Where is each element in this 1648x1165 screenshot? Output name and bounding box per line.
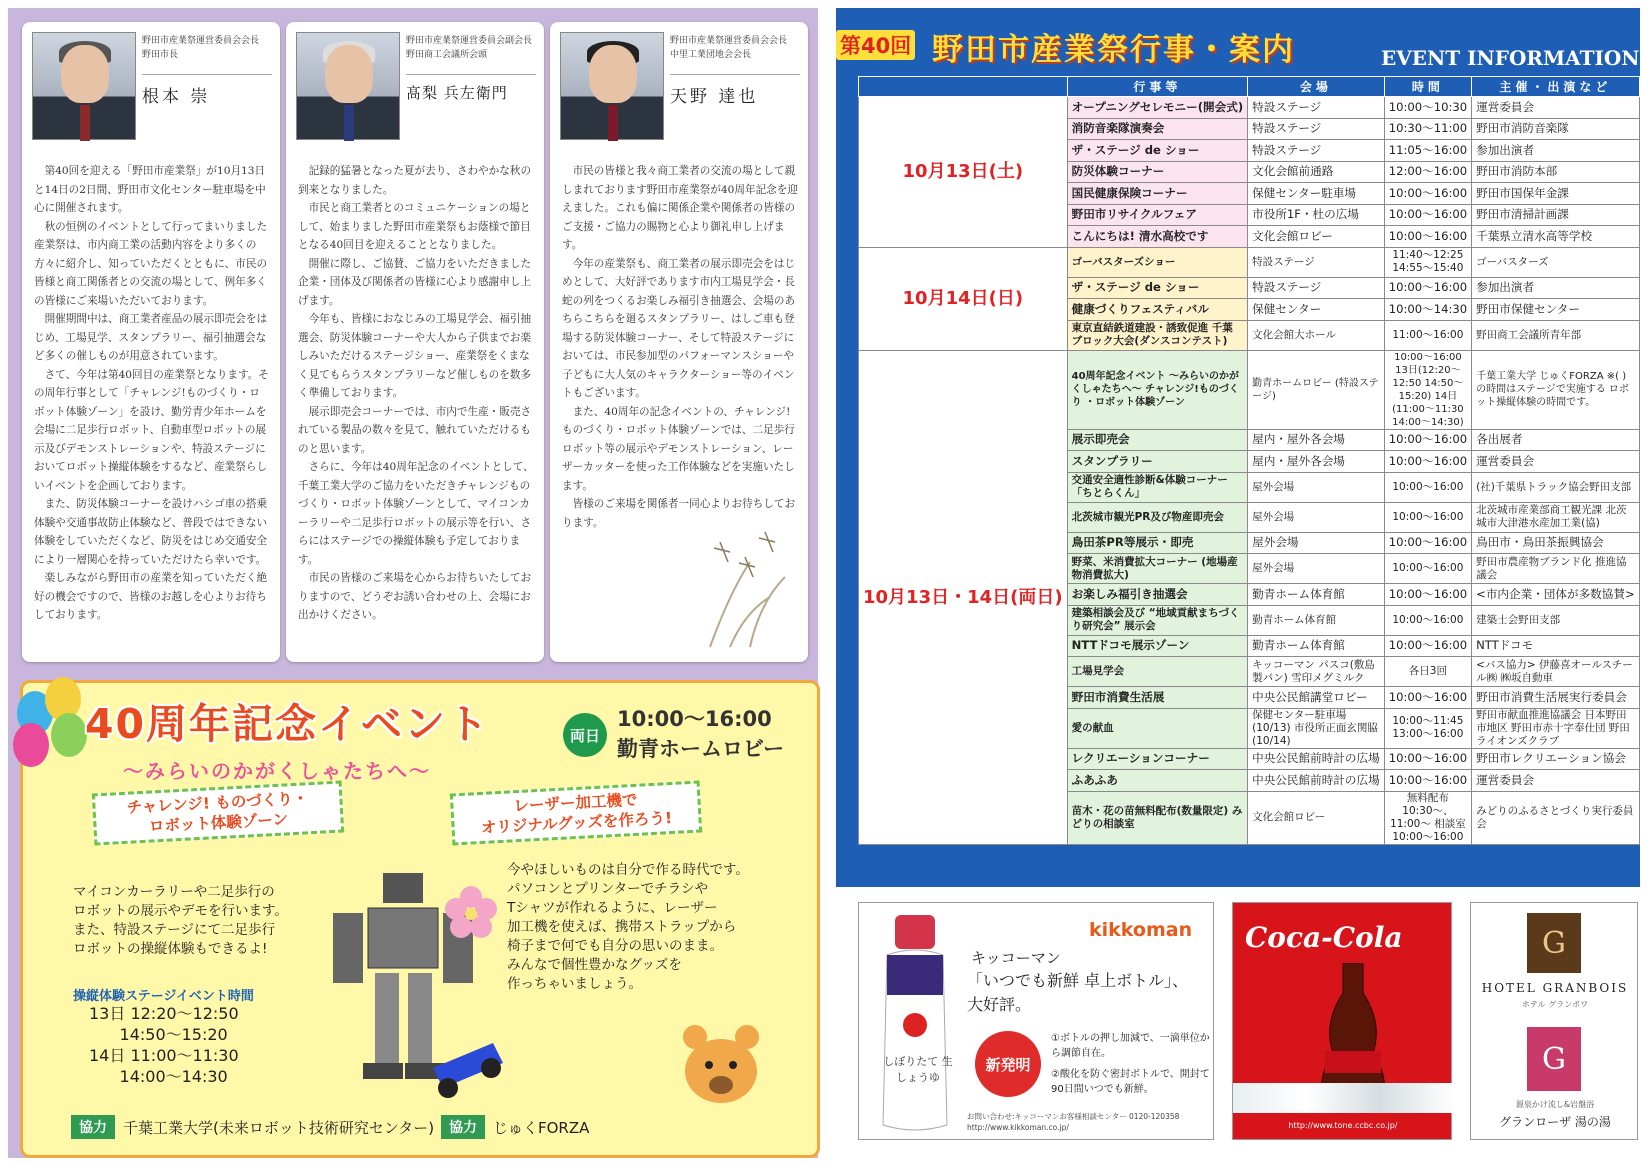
venue-cell: 勤青ホーム体育館 [1248,584,1385,606]
hotel-granbois-name: HOTEL GRANBOIS [1481,981,1629,995]
event-name-cell: NTTドコモ展示ゾーン [1067,635,1248,657]
organizer-cell: 野田市消防音楽隊 [1472,118,1640,140]
event-name-cell: ザ・ステージ de ショー [1067,277,1248,299]
time-cell: 10:00〜16:00 [1384,687,1471,709]
header-event: 行事等 [1067,77,1248,97]
time-cell: 10:00〜14:30 [1384,299,1471,321]
event-name-cell: 野田市リサイクルフェア [1067,204,1248,226]
venue-cell: 屋外会場 [1248,532,1385,554]
squirrel-mascot [673,1015,769,1111]
schedule-title: 野田市産業祭行事・案内 [932,32,1295,68]
organizer-cell: みどりのふるさとづくり実行委員会 [1472,791,1640,844]
organizer-cell: 建築士会野田支部 [1472,605,1640,635]
venue-cell: 特設ステージ [1248,247,1385,277]
new-invention-badge: 新発明 [975,1031,1041,1097]
kikkoman-brand: kikkoman [1089,919,1193,941]
venue-cell: 保健センター [1248,299,1385,321]
event-name-cell: ゴーバスターズショー [1067,247,1248,277]
venue-cell: 文化会館大ホール [1248,320,1385,350]
kikkoman-points: ①ボトルの押し加減で、一滴単位から調節自在。 ②酸化を防ぐ密封ボトルで、開封て90日間いつでも新鮮。 [1051,1033,1210,1095]
cocacola-ad [1232,902,1452,1140]
header-venue: 会場 [1248,77,1385,97]
organizer-cell: 北茨城市産業部商工観光課 北茨城市大津港水産加工業(協) [1472,502,1640,532]
time-cell: 10:00〜16:00 [1384,472,1471,502]
bottle-label: しぼりたて 生しょうゆ [883,1055,953,1084]
venue-cell: 勤青ホーム体育館 [1248,605,1385,635]
event-name-cell: 防災体験コーナー [1067,161,1248,183]
time-cell: 10:00〜16:00 [1384,748,1471,770]
kikkoman-copy: 「いつでも新鮮 卓上ボトル」、 大好評。 [967,971,1189,1014]
edition-badge: 第40回 [836,30,915,60]
sakura-icon [441,883,501,943]
venue-cell: 特設ステージ [1248,277,1385,299]
time-cell: 10:00〜16:00 [1384,554,1471,584]
time-cell: 10:00〜10:30 [1384,97,1471,119]
schedule-english-title: EVENT INFORMATION [1381,46,1640,70]
organizer-cell: 野田市消費生活展実行委員会 [1472,687,1640,709]
venue-cell: 中央公民館講堂ロビー [1248,687,1385,709]
organizer-cell: 運営委員会 [1472,97,1640,119]
time-cell: 10:00〜11:45 13:00〜16:00 [1384,708,1471,748]
portrait-photo [32,32,136,140]
time-cell: 10:00〜16:00 [1384,635,1471,657]
kikkoman-ad [858,902,1214,1140]
organizer-cell: <バス協力> 伊藤喜オールスチール㈱ ㈱坂自動車 [1472,657,1640,687]
time-cell: 11:00〜16:00 [1384,320,1471,350]
venue-cell: 保健センター駐車場(10/13) 市役所正面玄関脇(10/14) [1248,708,1385,748]
day-label: 10月13日・14日(両日) [859,350,1068,844]
time-cell: 12:00〜16:00 [1384,161,1471,183]
time-cell: 10:00〜16:00 [1384,429,1471,451]
venue-cell: 市役所1F・杜の広場 [1248,204,1385,226]
event-name-cell: ザ・ステージ de ショー [1067,140,1248,162]
robot-zone-text: マイコンカーラリーや二足歩行の ロボットの展示やデモを行います。 また、特設ステージにて二足歩行 ロボットの操縦体験もできるよ! [73,884,288,957]
person-title: 野田市産業祭運営委員会副会長 野田商工会議所会頭 [406,36,533,60]
event-name-cell: 東京直結鉄道建設・誘致促進 千葉ブロック大会(ダンスコンテスト) [1067,320,1248,350]
laser-banner: レーザー加工機で オリジナルグッズを作ろう! [450,780,702,845]
organizer-cell: 千葉県立清水高等学校 [1472,226,1640,248]
ice-cubes [1233,1083,1453,1113]
organizer-cell: 野田市消防本部 [1472,161,1640,183]
event-name-cell: 苗木・花の苗無料配布(数量限定) みどりの相談室 [1067,791,1248,844]
venue-cell: 屋内・屋外各会場 [1248,429,1385,451]
time-cell: 10:00〜16:00 [1384,226,1471,248]
person-name: 髙梨 兵左衛門 [406,84,508,102]
cocacola-logo: Coca-Cola [1245,921,1403,954]
organizer-cell: NTTドコモ [1472,635,1640,657]
schedule-row [859,97,1640,119]
stage-times: 13日 12:20〜12:50 14:50〜15:20 14日 11:00〜11:30 14:00〜14:30 [89,1004,239,1086]
event-name-cell: オープニングセレモニー(開会式) [1067,97,1248,119]
organizer-cell: 運営委員会 [1472,770,1640,792]
venue-cell: 屋外会場 [1248,502,1385,532]
anniversary-event-panel [20,680,820,1158]
venue-cell: 特設ステージ [1248,140,1385,162]
venue-cell: 勤青ホーム体育館 [1248,635,1385,657]
dragonfly-illustration [690,522,800,652]
day-label: 10月13日(土) [859,97,1068,248]
hotel-ad [1470,902,1638,1140]
venue-cell: キッコーマン パスコ(敷島製パン) 雪印メグミルク [1248,657,1385,687]
schedule-row [859,350,1640,429]
event-name-cell: 北茨城市観光PR及び物産即売会 [1067,502,1248,532]
hotel-granbois-sub: ホテル グランボワ [1521,1000,1589,1009]
event-time: 10:00〜16:00 [617,707,772,731]
event-name-cell: こんにちは! 清水高校です [1067,226,1248,248]
time-cell: 10:30〜11:00 [1384,118,1471,140]
venue-cell: 屋外会場 [1248,472,1385,502]
greeting-card-1 [22,22,280,662]
left-page [8,8,818,1158]
event-name-cell: 建築相談会及び “地域貢献まちづくり研究会” 展示会 [1067,605,1248,635]
venue-cell: 中央公民館前時計の広場 [1248,748,1385,770]
schedule-row [859,247,1640,277]
event-name-cell: レクリエーションコーナー [1067,748,1248,770]
event-schedule-panel [836,8,1640,887]
schedule-table [858,76,1640,845]
event-name-cell: 消防音楽隊演奏会 [1067,118,1248,140]
event-name-cell: 鳥田茶PR等展示・即売 [1067,532,1248,554]
organizer-cell: 各出展者 [1472,429,1640,451]
portrait-photo [560,32,664,140]
greeting-card-3 [550,22,808,662]
time-cell: 10:00〜16:00 [1384,451,1471,473]
venue-cell: 中央公民館前時計の広場 [1248,770,1385,792]
venue-cell: 屋外会場 [1248,554,1385,584]
time-cell: 10:00〜16:00 [1384,277,1471,299]
time-cell: 10:00〜16:00 [1384,183,1471,205]
time-cell: 10:00〜16:00 13日(12:20〜12:50 14:50〜15:20) 14日(11:00〜11:30 14:00〜14:30) [1384,350,1471,429]
event-name-cell: 展示即売会 [1067,429,1248,451]
event-name-cell: 野菜、米消費拡大コーナー (地場産物消費拡大) [1067,554,1248,584]
both-days-badge: 両日 [563,713,607,757]
cocacola-url: http://www.tone.ccbc.co.jp/ [1288,1121,1398,1130]
organizer-cell: 野田商工会議所青年部 [1472,320,1640,350]
organizer-cell: 野田市清掃計画課 [1472,204,1640,226]
cooperation-1: 協力 千葉工業大学(未来ロボット技術研究センター) [71,1115,434,1139]
organizer-cell: 野田市献血推進協議会 日本野田市地区 野田市赤十字奉仕団 野田ライオンズクラブ [1472,708,1640,748]
greeting-text: 第40回を迎える「野田市産業祭」が10月13日と14日の2日間、野田市文化センター駐車場を中心に開催されます。 秋の恒例のイベントとして行ってまいりました産業祭は、市内商工業の活動内容をより多くの方々に紹介し、知っていただくとともに、市民の皆様と商工関係者との交流の場として、例年多くの皆様にご来場いただいております。 開催期間中は、商工業者産品の展示即売会をはじめ、工場見学、スタンプラリー、福引抽選会など多くの催しものが用意されています。 さて、今年は第40回目の産業祭となります。その周年行事として「チャレンジ!ものづくり・ロボット体験ゾーン」を設け、勤労青少年ホームを会場に二足歩行ロボット、自動車型ロボットの展示及びデモンストレーションや、特設ステージにおいてロボット操縦体験をするなど、産業祭らしいイベントを企画しております。 また、防災体験コーナーを設けハシゴ車の搭乗体験や交通事故防止体験など、普段ではできない体験をしていただくなど、防災をはじめ交通安全により一層関心を持っていただけたら幸いです。 楽しみながら野田市の産業を知っていただく絶好の機会ですので、皆様のお越しを心よりお待ちしております。 [34,165,269,621]
person-title: 野田市産業祭運営委員会会長 中里工業団地会会長 [670,36,788,60]
event-name-cell: 40周年記念イベント 〜みらいのかがくしゃたちへ〜 チャレンジ!ものづくり ・ロボット体験ゾーン [1067,350,1248,429]
organizer-cell: ゴーバスターズ [1472,247,1640,277]
event-place: 勤青ホームロビー [617,737,785,761]
venue-cell: 勤青ホームロビー (特設ステージ) [1248,350,1385,429]
organizer-cell: 野田市国保年金課 [1472,183,1640,205]
time-cell: 10:00〜16:00 [1384,532,1471,554]
organizer-cell: 運営委員会 [1472,451,1640,473]
time-cell: 10:00〜16:00 [1384,770,1471,792]
kikkoman-url: http://www.kikkoman.co.jp/ [967,1123,1069,1132]
event-subtitle: 〜みらいのかがくしゃたちへ〜 [123,759,431,783]
header-time: 時間 [1384,77,1471,97]
event-title: 40周年記念イベント [85,700,491,748]
soy-sauce-bottle [873,915,957,1135]
organizer-cell: (社)千葉県トラック協会野田支部 [1472,472,1640,502]
time-cell: 11:05〜16:00 [1384,140,1471,162]
event-name-cell: 国民健康保険コーナー [1067,183,1248,205]
venue-cell: 特設ステージ [1248,97,1385,119]
time-cell: 10:00〜16:00 [1384,605,1471,635]
organizer-cell: 鳥田市・鳥田茶振興協会 [1472,532,1640,554]
organizer-cell: 野田市レクリエーション協会 [1472,748,1640,770]
greeting-card-2 [286,22,544,662]
organizer-cell: <市内企業・団体が多数協賛> [1472,584,1640,606]
granrosa-sub: 源泉かけ流し&岩盤浴 [1515,1100,1595,1109]
organizer-cell: 千葉工業大学 じゅくFORZA ※( )の時間はステージで実施する ロボット操縦体験の時間です。 [1472,350,1640,429]
stage-heading: 操縦体験ステージイベント時間 [73,989,254,1004]
granbois-logo-icon: G [1527,913,1581,973]
organizer-cell: 野田市保健センター [1472,299,1640,321]
venue-cell: 文化会館前通路 [1248,161,1385,183]
laser-text: 今やほしいものは自分で作る時代です。 パソコンとプリンターでチラシや Tシャツが作れるように、レーザー 加工機を使えば、携帯ストラップから 椅子まで何でも自分の思いのまま。 みんなで個性豊かなグッズを 作っちゃいましょう。 [507,862,749,992]
day-label: 10月14日(日) [859,247,1068,350]
kikkoman-contact: お問い合わせ:キッコーマンお客様相談センター 0120-120358 [967,1112,1180,1121]
event-name-cell: 野田市消費生活展 [1067,687,1248,709]
event-name-cell: スタンプラリー [1067,451,1248,473]
event-name-cell: 工場見学会 [1067,657,1248,687]
time-cell: 10:00〜16:00 [1384,584,1471,606]
venue-cell: 文化会館ロビー [1248,791,1385,844]
time-cell: 10:00〜16:00 [1384,502,1471,532]
time-cell: 10:00〜16:00 [1384,204,1471,226]
robot-zone-banner: チャレンジ! ものづくり・ ロボット体験ゾーン [92,780,344,845]
header-organizer: 主催・出演など [1472,77,1640,97]
event-name-cell: 愛の献血 [1067,708,1248,748]
event-name-cell: 健康づくりフェスティバル [1067,299,1248,321]
kikkoman-name: キッコーマン [971,949,1061,967]
granrosa-name: グランローザ 湯の湯 [1499,1115,1611,1129]
greeting-text: 市民の皆様と我々商工業者の交流の場として親しまれております野田市産業祭が40周年記念を迎えました。これも偏に関係企業や関係者の皆様のご支援・ご協力の賜物と心より御礼申し上げます。 今年の産業祭も、商工業者の展示即売会をはじめとして、大好評であります市内工場見学会・長蛇の列をつくるお楽しみ福引き抽選会、会場のあちらこちらを廻るスタンプラリー、はしご車も登場する防災体験コーナー、そして特設ステージにおいては、市民参加型のパフォーマンスショーや子どもに大人気のキャラクターショー等のイベントもございます。 また、40周年の記念イベントの、チャレンジ!ものづくり・ロボット体験ゾーンでは、二足歩行ロボット等の展示やデモンストレーション、レーザーカッターを使った工作体験などを実施いたします。 皆様のご来場を関係者一同心よりお待ちしております。 [562,165,798,529]
venue-cell: 屋内・屋外各会場 [1248,451,1385,473]
organizer-cell: 参加出演者 [1472,140,1640,162]
event-name-cell: お楽しみ福引き抽選会 [1067,584,1248,606]
greeting-text: 記録的猛暑となった夏が去り、さわやかな秋の到来となりました。 市民と商工業者とのコミュニケーションの場として、始まりました野田市産業祭もお蔭様で節目となる40回目を迎えることとなりました。 開催に際し、ご協賛、ご協力をいただきました企業・団体及び関係者の皆様に心より感謝申し上げます。 今年も、皆様におなじみの工場見学会、福引抽選会、防災体験コーナーや大人から子供までお楽しみいただけるステージショー、産業祭をくまなく見てもらうスタンプラリーなど催しものを数多く準備しております。 展示即売会コーナーでは、市内で生産・販売されている製品の数々を見て、触れていただけるものと思います。 さらに、今年は40周年記念のイベントとして、千葉工業大学のご協力をいただきチャレンジものづくり・ロボット体験ゾーンとして、マイコンカーラリーや二足歩行ロボットの展示等を行い、さらにはステージでの操縦体験も予定しております。 市民の皆様のご来場を心からお待ちいたしておりますので、どうぞお誘い合わせの上、会場にお出かけください。 [298,165,534,621]
granrosa-logo-icon: G [1527,1027,1581,1091]
organizer-cell: 野田市農産物ブランド化 推進協議会 [1472,554,1640,584]
venue-cell: 特設ステージ [1248,118,1385,140]
venue-cell: 保健センター駐車場 [1248,183,1385,205]
event-name-cell: ふあふあ [1067,770,1248,792]
cooperation-2: 協力 じゅくFORZA [441,1115,589,1139]
time-cell: 無料配布10:30〜、11:00〜 相談室 10:00〜16:00 [1384,791,1471,844]
event-name-cell: 交通安全適性診断&体験コーナー 「ちとらくん」 [1067,472,1248,502]
person-name: 根本 崇 [142,87,211,107]
venue-cell: 文化会館ロビー [1248,226,1385,248]
time-cell: 11:40〜12:25 14:55〜15:40 [1384,247,1471,277]
time-cell: 各日3回 [1384,657,1471,687]
person-title: 野田市産業祭運営委員会会長 野田市長 [142,36,260,60]
organizer-cell: 参加出演者 [1472,277,1640,299]
person-name: 天野 達也 [670,87,759,107]
portrait-photo [296,32,400,140]
